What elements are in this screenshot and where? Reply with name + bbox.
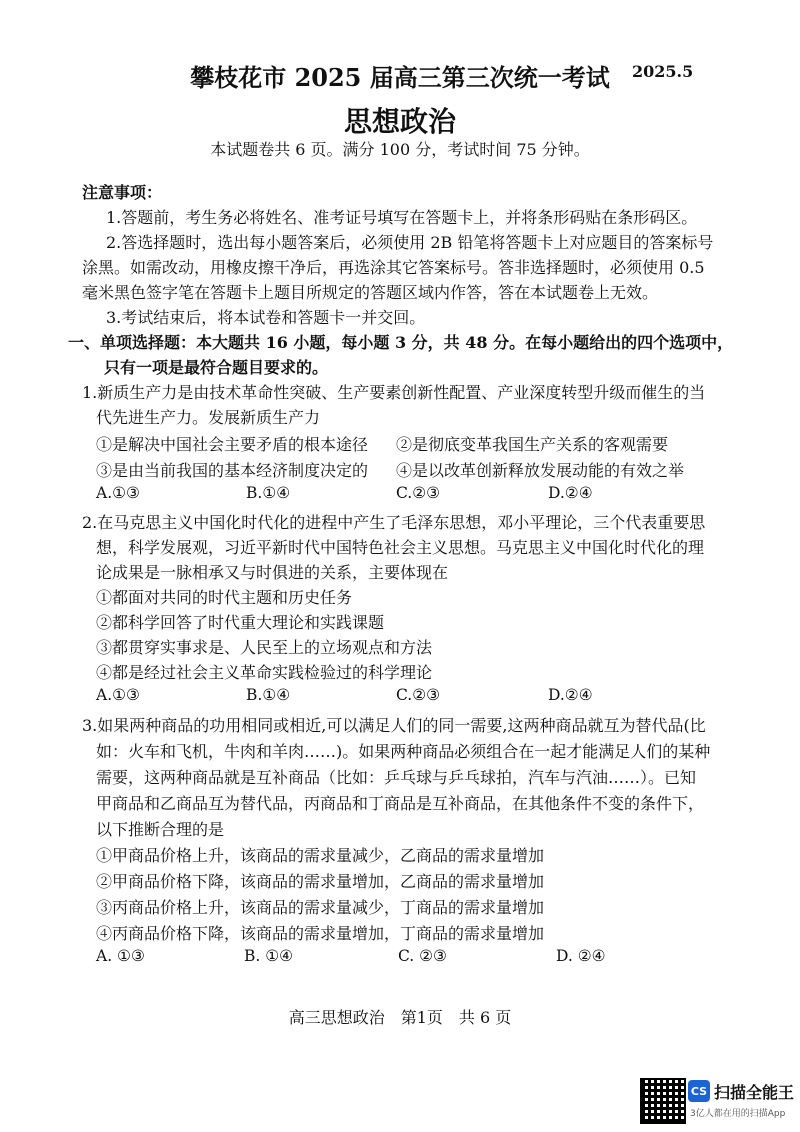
page-footer: 高三思想政治 第1页 共 6 页 xyxy=(288,1008,512,1027)
question-2-statement: ①都面对共同的时代主题和历史任务 xyxy=(96,588,353,607)
question-2-stem: 论成果是一脉相承又与时俱进的关系，主要体现在 xyxy=(96,563,449,582)
question-1-statement: ①是解决中国社会主要矛盾的根本途径 xyxy=(96,435,369,454)
notice-line: 3.考试结束后，将本试卷和答题卡一并交回。 xyxy=(106,308,426,327)
question-3-stem: 甲商品和乙商品互为替代品，丙商品和丁商品是互补商品，在其他条件不变的条件下， xyxy=(96,794,705,813)
question-3-statement: ③丙商品价格上升，该商品的需求量减少，丁商品的需求量增加 xyxy=(96,898,545,917)
question-3-statement: ②甲商品价格下降，该商品的需求量增加，乙商品的需求量增加 xyxy=(96,872,545,891)
question-2-choice-b[interactable]: B.①④ xyxy=(246,686,291,704)
exam-date: 2025.5 xyxy=(632,62,694,81)
question-2-choice-d[interactable]: D.②④ xyxy=(548,686,593,704)
question-2-statement: ④都是经过社会主义革命实践检验过的科学理论 xyxy=(96,663,433,682)
notice-line: 1.答题前，考生务必将姓名、准考证号填写在答题卡上，并将条形码贴在条形码区。 xyxy=(106,208,698,227)
subject-title: 思想政治 xyxy=(343,105,456,138)
scanner-brand: 扫描全能王 xyxy=(714,1083,795,1102)
question-1-statement: ③是由当前我国的基本经济制度决定的 xyxy=(96,461,369,480)
question-1-choice-c[interactable]: C.②③ xyxy=(396,484,441,502)
qr-code-icon xyxy=(640,1078,686,1124)
question-3-choice-d[interactable]: D. ②④ xyxy=(556,947,606,965)
question-3-choice-c[interactable]: C. ②③ xyxy=(398,947,447,965)
question-2-stem: 想，科学发展观，习近平新时代中国特色社会主义思想。马克思主义中国化时代化的理 xyxy=(96,538,705,557)
question-3-statement: ①甲商品价格上升，该商品的需求量减少，乙商品的需求量增加 xyxy=(96,846,545,865)
question-2-choice-a[interactable]: A.①③ xyxy=(96,686,140,704)
question-1-statement: ②是彻底变革我国生产关系的客观需要 xyxy=(396,435,669,454)
notice-heading: 注意事项： xyxy=(82,183,163,202)
question-3-stem: 3.如果两种商品的功用相同或相近,可以满足人们的同一需要,这两种商品就互为替代品(比 xyxy=(82,716,706,735)
scanner-tagline: 3亿人都在用的扫描App xyxy=(690,1109,786,1119)
question-3-stem: 需要，这两种商品就是互补商品（比如：乒乓球与乒乓球拍，汽车与汽油……）。已知 xyxy=(96,768,697,787)
section-heading: 一、单项选择题：本大题共 16 小题，每小题 3 分，共 48 分。在每小题给出的四个选项中， xyxy=(68,333,734,352)
question-2-statement: ②都科学回答了时代重大理论和实践课题 xyxy=(96,613,385,632)
exam-info: 本试题卷共 6 页。满分 100 分，考试时间 75 分钟。 xyxy=(210,140,590,159)
exam-title: 攀枝花市 2025 届高三第三次统一考试 xyxy=(190,63,610,92)
notice-line: 毫米黑色签字笔在答题卡上题目所规定的答题区域内作答，答在本试题卷上无效。 xyxy=(82,283,659,302)
section-heading-cont: 只有一项是最符合题目要求的。 xyxy=(104,358,329,377)
camscanner-logo-icon: CS xyxy=(688,1080,710,1102)
question-1-statement: ④是以改革创新释放发展动能的有效之举 xyxy=(396,461,685,480)
notice-line: 2.答选择题时，选出每小题答案后，必须使用 2B 铅笔将答题卡上对应题目的答案标号 xyxy=(106,233,714,252)
question-1-stem: 代先进生产力。发展新质生产力 xyxy=(96,408,321,427)
question-3-statement: ④丙商品价格下降，该商品的需求量增加，丁商品的需求量增加 xyxy=(96,924,545,943)
question-3-stem: 如：火车和飞机，牛肉和羊肉……)。如果两种商品必须组合在一起才能满足人们的某种 xyxy=(96,742,711,761)
question-1-stem: 1.新质生产力是由技术革命性突破、生产要素创新性配置、产业深度转型升级而催生的当 xyxy=(82,383,706,402)
question-3-choice-a[interactable]: A. ①③ xyxy=(96,947,145,965)
question-3-choice-b[interactable]: B. ①④ xyxy=(244,947,294,965)
question-1-choice-d[interactable]: D.②④ xyxy=(548,484,593,502)
question-1-choice-b[interactable]: B.①④ xyxy=(246,484,291,502)
question-2-statement: ③都贯穿实事求是、人民至上的立场观点和方法 xyxy=(96,638,433,657)
question-1-choice-a[interactable]: A.①③ xyxy=(96,484,140,502)
question-3-stem: 以下推断合理的是 xyxy=(96,820,225,839)
question-2-choice-c[interactable]: C.②③ xyxy=(396,686,441,704)
notice-line: 涂黑。如需改动，用橡皮擦干净后，再选涂其它答案标号。答非选择题时，必须使用 0.5 xyxy=(82,258,705,277)
question-2-stem: 2.在马克思主义中国化时代化的进程中产生了毛泽东思想，邓小平理论，三个代表重要思 xyxy=(82,513,706,532)
